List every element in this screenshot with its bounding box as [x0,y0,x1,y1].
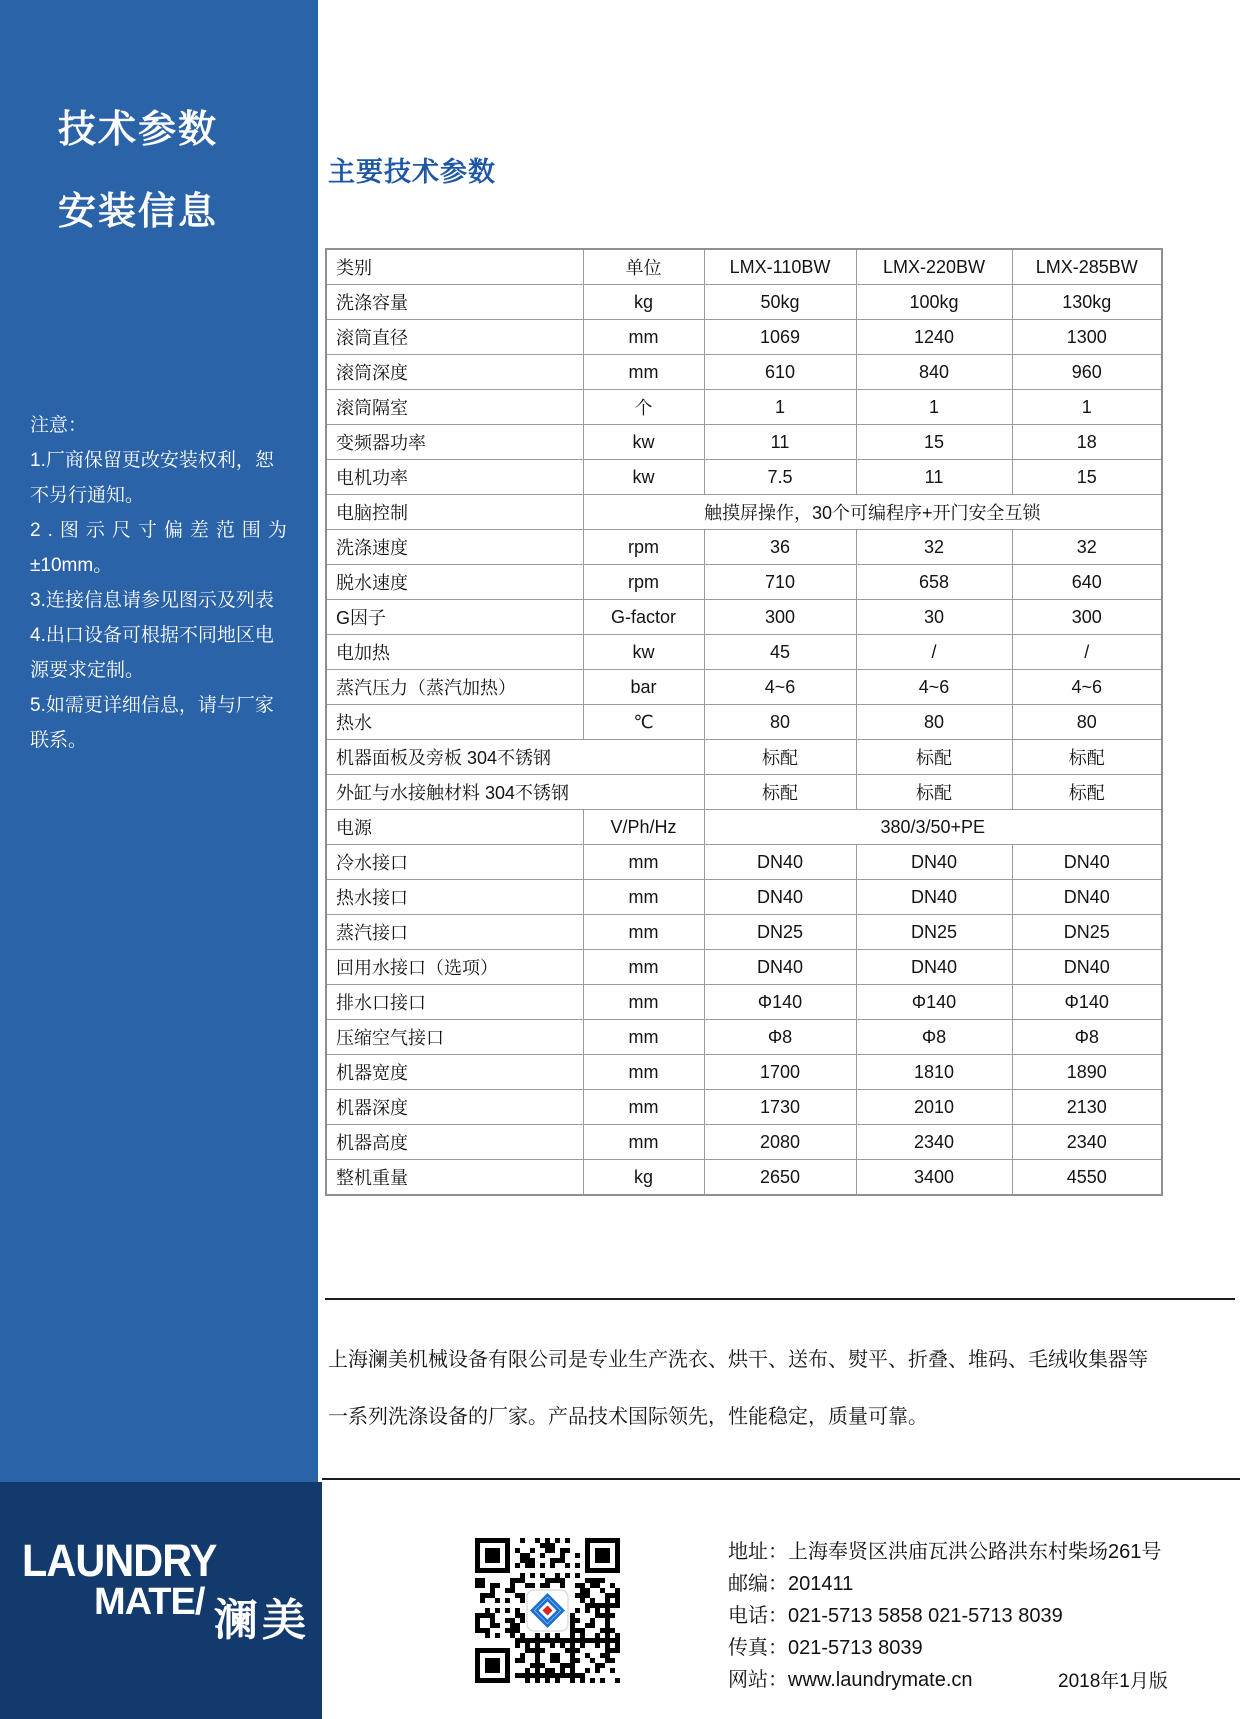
table-cell-unit: mm [583,1125,704,1160]
table-row [326,285,1162,320]
table-cell-value: 4~6 [1012,670,1162,705]
table-cell-label: 压缩空气接口 [326,1020,583,1055]
spec-table [325,248,1163,1196]
table-cell-value: 80 [704,705,856,740]
table-cell-value: 1 [856,390,1012,425]
table-cell-value: 标配 [856,775,1012,810]
table-cell-value: DN40 [856,950,1012,985]
table-header-row [326,249,1162,285]
table-cell-value: DN25 [704,915,856,950]
table-cell-value: 960 [1012,355,1162,390]
table-cell-value: 2080 [704,1125,856,1160]
table-cell-value: 710 [704,565,856,600]
table-cell-value: 11 [704,425,856,460]
table-cell-unit: mm [583,320,704,355]
table-cell-value: 658 [856,565,1012,600]
contact-line: 邮编：201411 [728,1573,854,1595]
table-cell-value: DN25 [1012,915,1162,950]
table-cell-value: DN40 [856,845,1012,880]
table-row [326,635,1162,670]
note-line: 2.图示尺寸偏差范围为 [30,520,294,541]
table-cell-value: / [856,635,1012,670]
logo-text-laundry: LAUNDRY [22,1535,217,1586]
table-cell-value: 1890 [1012,1055,1162,1090]
sidebar-title-install-info: 安装信息 [58,191,219,233]
sidebar [0,0,318,1482]
table-row [326,495,1162,530]
table-row [326,530,1162,565]
table-cell-value: 80 [1012,705,1162,740]
table-cell-value: 610 [704,355,856,390]
table-cell-unit: mm [583,355,704,390]
table-cell-merged: 380/3/50+PE [704,810,1162,845]
table-cell-value: 4~6 [856,670,1012,705]
table-cell-value: DN25 [856,915,1012,950]
table-cell-unit: ℃ [583,705,704,740]
table-cell-value: 15 [856,425,1012,460]
table-cell-unit: mm [583,845,704,880]
table-row [326,705,1162,740]
table-cell-value: 300 [1012,600,1162,635]
table-row [326,600,1162,635]
table-row [326,355,1162,390]
spec-table-body [326,249,1162,1195]
contact-line: 电话：021-5713 5858 021-5713 8039 [728,1605,1063,1627]
table-cell-value: 2010 [856,1090,1012,1125]
table-cell-merged: 触摸屏操作，30个可编程序+开门安全互锁 [583,495,1162,530]
table-row [326,845,1162,880]
table-row [326,775,1162,810]
table-cell-unit: mm [583,1055,704,1090]
table-cell-unit: mm [583,1090,704,1125]
table-cell-unit: kg [583,1160,704,1196]
table-cell-value: 11 [856,460,1012,495]
table-row [326,565,1162,600]
table-cell-value: 2340 [856,1125,1012,1160]
table-header-cell: LMX-220BW [856,249,1012,285]
table-cell-value: 标配 [704,775,856,810]
table-row [326,320,1162,355]
table-cell-value: 标配 [1012,740,1162,775]
table-cell-value: 2130 [1012,1090,1162,1125]
table-cell-value: Φ140 [1012,985,1162,1020]
table-cell-unit: mm [583,1020,704,1055]
table-cell-value: 2650 [704,1160,856,1196]
laundry-mate-logo [22,1535,310,1645]
table-cell-value: 18 [1012,425,1162,460]
table-cell-value: DN40 [704,950,856,985]
description-line: 一系列洗涤设备的厂家。产品技术国际领先，性能稳定，质量可靠。 [328,1406,928,1428]
table-row [326,880,1162,915]
footer-divider [322,1478,1240,1480]
table-cell-label: 机器深度 [326,1090,583,1125]
note-line: ±10mm。 [30,555,113,576]
table-cell-label: 电源 [326,810,583,845]
table-cell-value: 7.5 [704,460,856,495]
table-cell-unit: G-factor [583,600,704,635]
table-row [326,390,1162,425]
table-cell-label: 滚筒直径 [326,320,583,355]
table-cell-label: 机器面板及旁板 304不锈钢 [326,740,704,775]
contact-line: 地址：上海奉贤区洪庙瓦洪公路洪东村柴场261号 [728,1541,1162,1563]
page-title: 主要技术参数 [328,157,496,187]
table-cell-value: 标配 [1012,775,1162,810]
note-line: 1.厂商保留更改安装权利，恕 [30,450,274,471]
table-header-cell: 单位 [583,249,704,285]
table-header-cell: LMX-285BW [1012,249,1162,285]
table-cell-value: 130kg [1012,285,1162,320]
note-line: 源要求定制。 [30,660,145,681]
table-cell-value: 4~6 [704,670,856,705]
table-cell-label: 回用水接口（选项） [326,950,583,985]
table-row [326,740,1162,775]
table-row [326,1125,1162,1160]
table-cell-label: G因子 [326,600,583,635]
contact-line: 传真：021-5713 8039 [728,1637,923,1659]
edition-date: 2018年1月版 [1058,1671,1168,1692]
table-cell-value: Φ8 [856,1020,1012,1055]
table-cell-value: 4550 [1012,1160,1162,1196]
table-cell-value: 80 [856,705,1012,740]
table-cell-value: Φ8 [1012,1020,1162,1055]
table-cell-value: 50kg [704,285,856,320]
table-cell-unit: kw [583,425,704,460]
table-row [326,1020,1162,1055]
logo-text-cn: 澜美 [214,1596,310,1645]
table-row [326,915,1162,950]
note-line: 4.出口设备可根据不同地区电 [30,625,274,646]
note-line: 5.如需更详细信息，请与厂家 [30,695,274,716]
table-cell-label: 冷水接口 [326,845,583,880]
table-cell-value: 15 [1012,460,1162,495]
table-cell-label: 蒸汽压力（蒸汽加热） [326,670,583,705]
table-cell-label: 脱水速度 [326,565,583,600]
table-cell-unit: 个 [583,390,704,425]
table-cell-value: 标配 [856,740,1012,775]
table-cell-value: DN40 [856,880,1012,915]
table-row [326,1160,1162,1196]
company-description [328,1332,1228,1446]
table-cell-label: 整机重量 [326,1160,583,1196]
table-header-cell: 类别 [326,249,583,285]
table-cell-value: 840 [856,355,1012,390]
table-cell-label: 滚筒隔室 [326,390,583,425]
table-cell-value: 2340 [1012,1125,1162,1160]
table-cell-value: 300 [704,600,856,635]
description-line: 上海澜美机械设备有限公司是专业生产洗衣、烘干、送布、熨平、折叠、堆码、毛绒收集器等 [328,1349,1148,1371]
table-cell-unit: mm [583,915,704,950]
table-cell-label: 机器高度 [326,1125,583,1160]
table-row [326,1055,1162,1090]
table-cell-label: 洗涤容量 [326,285,583,320]
table-row [326,810,1162,845]
table-cell-value: 3400 [856,1160,1012,1196]
notes-block [30,408,302,758]
table-cell-value: 640 [1012,565,1162,600]
table-cell-value: 标配 [704,740,856,775]
table-cell-value: / [1012,635,1162,670]
table-cell-value: DN40 [1012,845,1162,880]
table-cell-value: DN40 [704,880,856,915]
table-cell-value: 32 [856,530,1012,565]
table-cell-label: 电机功率 [326,460,583,495]
note-line: 注意： [30,415,88,436]
table-cell-value: Φ140 [704,985,856,1020]
table-cell-label: 热水接口 [326,880,583,915]
divider-above-description [325,1298,1235,1300]
table-cell-value: 1 [1012,390,1162,425]
table-cell-value: 1 [704,390,856,425]
table-cell-label: 蒸汽接口 [326,915,583,950]
table-row [326,425,1162,460]
table-row [326,985,1162,1020]
table-cell-unit: rpm [583,565,704,600]
table-cell-value: DN40 [1012,880,1162,915]
table-header-cell: LMX-110BW [704,249,856,285]
table-cell-value: 30 [856,600,1012,635]
table-cell-value: 1240 [856,320,1012,355]
table-cell-value: DN40 [704,845,856,880]
contact-line: 网站：www.laundrymate.cn [728,1669,973,1691]
table-cell-unit: mm [583,880,704,915]
table-cell-value: 1730 [704,1090,856,1125]
note-line: 联系。 [30,730,88,751]
table-row [326,1090,1162,1125]
table-cell-unit: kg [583,285,704,320]
qr-code [475,1538,620,1683]
table-cell-label: 电加热 [326,635,583,670]
table-cell-label: 变频器功率 [326,425,583,460]
table-cell-label: 滚筒深度 [326,355,583,390]
table-cell-label: 排水口接口 [326,985,583,1020]
sidebar-title-tech-params: 技术参数 [58,109,219,151]
table-cell-value: 1300 [1012,320,1162,355]
table-cell-label: 机器宽度 [326,1055,583,1090]
table-row [326,460,1162,495]
table-row [326,670,1162,705]
note-line: 不另行通知。 [30,485,145,506]
table-cell-value: Φ140 [856,985,1012,1020]
table-cell-value: 45 [704,635,856,670]
logo-text-mate: MATE/ [94,1581,205,1623]
table-cell-value: 100kg [856,285,1012,320]
table-cell-unit: rpm [583,530,704,565]
table-cell-label: 电脑控制 [326,495,583,530]
table-row [326,950,1162,985]
table-cell-value: 32 [1012,530,1162,565]
table-cell-value: 1069 [704,320,856,355]
logo-block [0,1482,322,1719]
table-cell-label: 热水 [326,705,583,740]
table-cell-unit: mm [583,950,704,985]
table-cell-unit: bar [583,670,704,705]
table-cell-unit: kw [583,635,704,670]
table-cell-value: 1700 [704,1055,856,1090]
table-cell-value: 1810 [856,1055,1012,1090]
table-cell-label: 洗涤速度 [326,530,583,565]
table-cell-unit: mm [583,985,704,1020]
note-line: 3.连接信息请参见图示及列表 [30,590,274,611]
table-cell-label: 外缸与水接触材料 304不锈钢 [326,775,704,810]
table-cell-value: 36 [704,530,856,565]
table-cell-unit: kw [583,460,704,495]
table-cell-unit: V/Ph/Hz [583,810,704,845]
table-cell-value: DN40 [1012,950,1162,985]
table-cell-value: Φ8 [704,1020,856,1055]
qr-code-image [475,1538,620,1683]
